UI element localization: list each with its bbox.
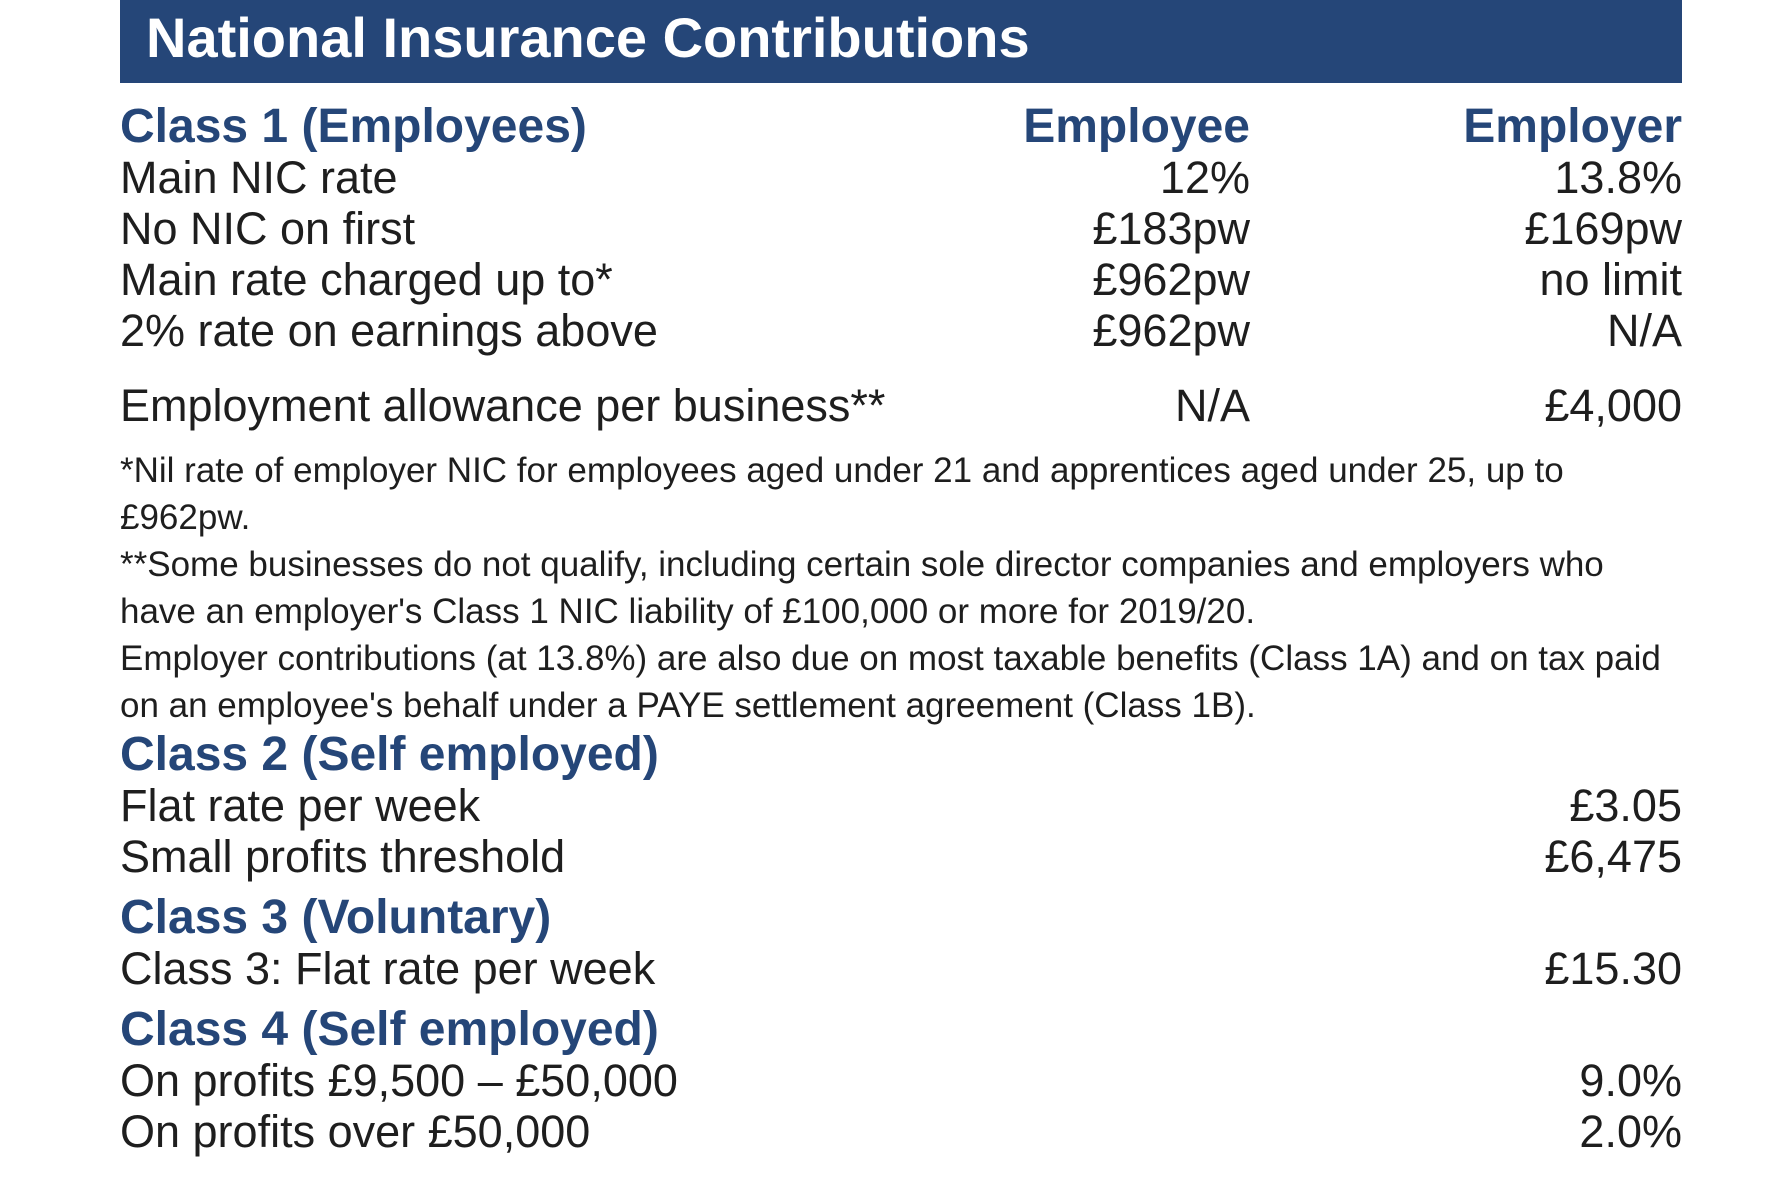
class4-heading: Class 4 (Self employed) [120,1003,659,1056]
footnote: *Nil rate of employer NIC for employees aged under 21 and apprentices aged under 25, up to £962pw. [120,451,1564,537]
row-label: Main rate charged up to* [120,254,613,305]
employer-value: N/A [1606,305,1682,356]
employee-value: 12% [1159,152,1250,203]
employer-value: £169pw [1524,203,1682,254]
row-value: £6,475 [1544,831,1682,882]
table-row [120,254,1682,305]
row-value: 2.0% [1579,1106,1682,1157]
table-row [120,152,1682,203]
employee-value: £183pw [1092,203,1250,254]
table-row [120,831,1682,882]
employer-column-header: Employer [1463,100,1682,153]
footnote: **Some businesses do not qualify, including certain sole director companies and employers who have an employer's Class 1 NIC liability of £100,000 or more for 2019/20. [120,545,1604,631]
table-row [120,203,1682,254]
row-value: 9.0% [1579,1055,1682,1106]
employee-value: N/A [1174,380,1250,431]
class1-header-row [120,101,1682,152]
class1-heading: Class 1 (Employees) [120,100,587,153]
table-row [120,305,1682,356]
table-row [120,1055,1682,1106]
class3-header-row [120,892,1682,943]
employer-value: 13.8% [1554,152,1682,203]
employee-value: £962pw [1092,254,1250,305]
row-label: On profits £9,500 – £50,000 [120,1055,678,1106]
row-value: £15.30 [1544,943,1682,994]
employer-value: £4,000 [1544,380,1682,431]
footnote: Employer contributions (at 13.8%) are also due on most taxable benefits (Class 1A) and on tax paid on an employee's behalf under a PAYE settlement agreement (Class 1B). [120,639,1661,725]
employee-value: £962pw [1092,305,1250,356]
row-label: Small profits threshold [120,831,566,882]
allowance-row [120,380,1682,431]
table-row [120,780,1682,831]
table-row [120,943,1682,994]
row-label: On profits over £50,000 [120,1106,591,1157]
row-label: Main NIC rate [120,152,398,203]
class2-heading: Class 2 (Self employed) [120,728,659,781]
table-row [120,1106,1682,1157]
class4-header-row [120,1004,1682,1055]
row-label: Class 3: Flat rate per week [120,943,656,994]
class3-heading: Class 3 (Voluntary) [120,891,552,944]
employee-column-header: Employee [1023,100,1250,153]
title-bar [120,0,1682,83]
row-label: Flat rate per week [120,780,481,831]
row-label: 2% rate on earnings above [120,305,658,356]
class1-notes [120,447,1682,729]
page-title: National Insurance Contributions [146,6,1030,69]
nic-table [120,0,1682,1157]
row-label: Employment allowance per business** [120,380,886,431]
class2-header-row [120,729,1682,780]
row-label: No NIC on first [120,203,416,254]
employer-value: no limit [1539,254,1682,305]
row-value: £3.05 [1569,780,1682,831]
